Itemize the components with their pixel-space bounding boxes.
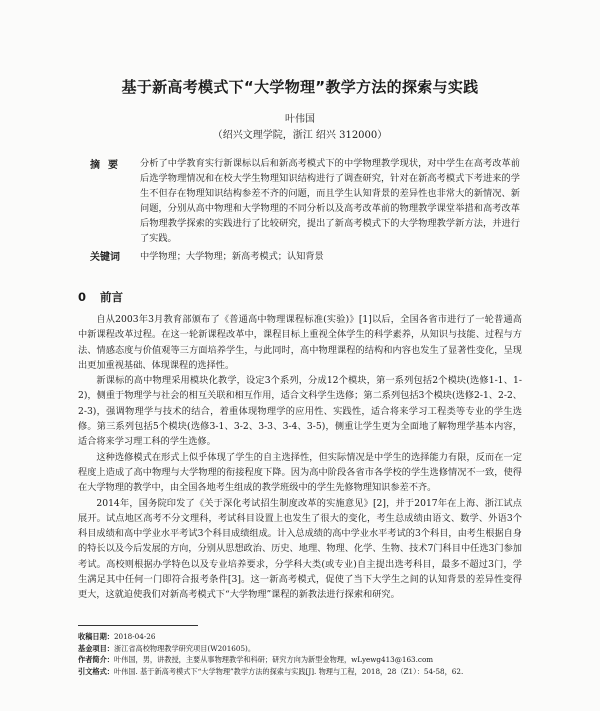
- author-name: 叶伟国: [285, 114, 315, 125]
- author-affiliation: （绍兴文理学院，浙江 绍兴 312000）: [212, 130, 388, 141]
- paragraph: 自从2003年3月教育部颁布了《普通高中物理课程标准(实验)》[1]以后，全国各省市进行了一轮普通高中新课程改革过程。在这一轮新课程改革中，课程目标上重视全体学生的科学素养，从知识与技能、过程与方法、情感态度与价值观等三方面培养学生，与此同时，高中物理课程的结构和内容也发生了显著性变化，呈现出更加重视基础、体现课程的选择性。: [78, 314, 522, 371]
- footnote-fund: 基金项目：浙江省高校物理教学研究项目(W201605)。: [78, 643, 256, 653]
- paper-title: 基于新高考模式下“大学物理”教学方法的探索与实践: [121, 78, 479, 96]
- keywords-text: 中学物理；大学物理；新高考模式；认知背景: [140, 251, 324, 262]
- section-heading: [78, 289, 123, 305]
- body-text: [78, 312, 522, 603]
- abstract-text: 分析了中学教育实行新课标以后和新高考模式下的中学物理教学现状，对中学生在高考改革前后选学物理情况和在校大学生物理知识结构进行了调查研究，针对在新高考模式下考进来的学生不但存在物理知识结构参差不齐的问题，而且学生认知背景的差异性也非常大的新情况、新问题，分别从高中物理和大学物理的不同分析以及高考改革前的物理教学课堂举措和高考改革后物理教学探索的实践进行了比较研究，提出了新高考模式下的大学物理教学新方法，并进行了实践。: [140, 158, 520, 244]
- section-number: 0: [78, 290, 87, 304]
- paragraph: 2014年，国务院印发了《关于深化考试招生制度改革的实施意见》[2]，并于2017年在上海、浙江试点展开。试点地区高考不分文理科，考试科目设置上也发生了很大的变化，考生总成绩由语文、数学、外语3个科目成绩和高中学业水平考试3个科目成绩组成。计入总成绩的高中学业水平考试的3个科目，由考生根据自身的特长以及今后发展的方向，分别从思想政治、历史、地理、物理、化学、生物、技术7门科目中任选3门参加考试。高校则根据办学特色以及专业培养要求，分学科大类(或专业)自主提出选考科目，最多不超过3门，学生满足其中任何一门即符合报考条件[3]。这一新高考模式，促使了当下大学生之间的认知背景的差异性变得更大，这就迫使我们对新高考模式下“大学物理”课程的新教法进行探索和研究。: [78, 497, 522, 601]
- paragraph: 新课标的高中物理采用模块化教学，设定3个系列，分成12个模块，第一系列包括2个模块(选修1-1、1-2)，侧重于物理学与社会的相互关联和相互作用，适合文科学生选修；第二系列包括3个模块(选修2-1、2-2、2-3)，强调物理学与技术的结合，着重体现物理学的应用性、实践性，适合将来学习工程类等专业的学生选修。第三系列包括5个模块(选修3-1、3-2、3-3、3-4、3-5)，侧重让学生更为全面地了解物理学基本内容，适合将来学习理工科的学生选修。: [78, 375, 522, 448]
- paragraph: 这种选修模式在形式上似乎体现了学生的自主选择性，但实际情况是中学生的选择能力有限，反而在一定程度上造成了高中物理与大学物理的衔接程度下降。因为高中阶段各省市各学校的学生选修情况不一致，使得在大学物理的教学中，由全国各地考生组成的教学班级中的学生先修物理知识参差不齐。: [78, 451, 522, 494]
- footnote-author-bio: 作者简介：叶伟国，男，讲教授，主要从事物理教学和科研；研究方向为新型金物理，wLyewg413@163.com: [78, 655, 434, 665]
- footnote-received: 收稿日期：2018-04-26: [78, 632, 156, 641]
- keywords-label: 关键词: [90, 252, 120, 263]
- footnote-citation: 引文格式：叶伟国. 基于新高考模式下“大学物理”教学方法的探索与实践[J]. 物理与工程，2018，28（Z1）：54-58，62.: [78, 666, 464, 676]
- abstract-label: 摘要: [90, 160, 126, 171]
- section-title: 前言: [100, 290, 124, 304]
- footnote-divider: [78, 625, 198, 626]
- footnotes: [78, 631, 538, 677]
